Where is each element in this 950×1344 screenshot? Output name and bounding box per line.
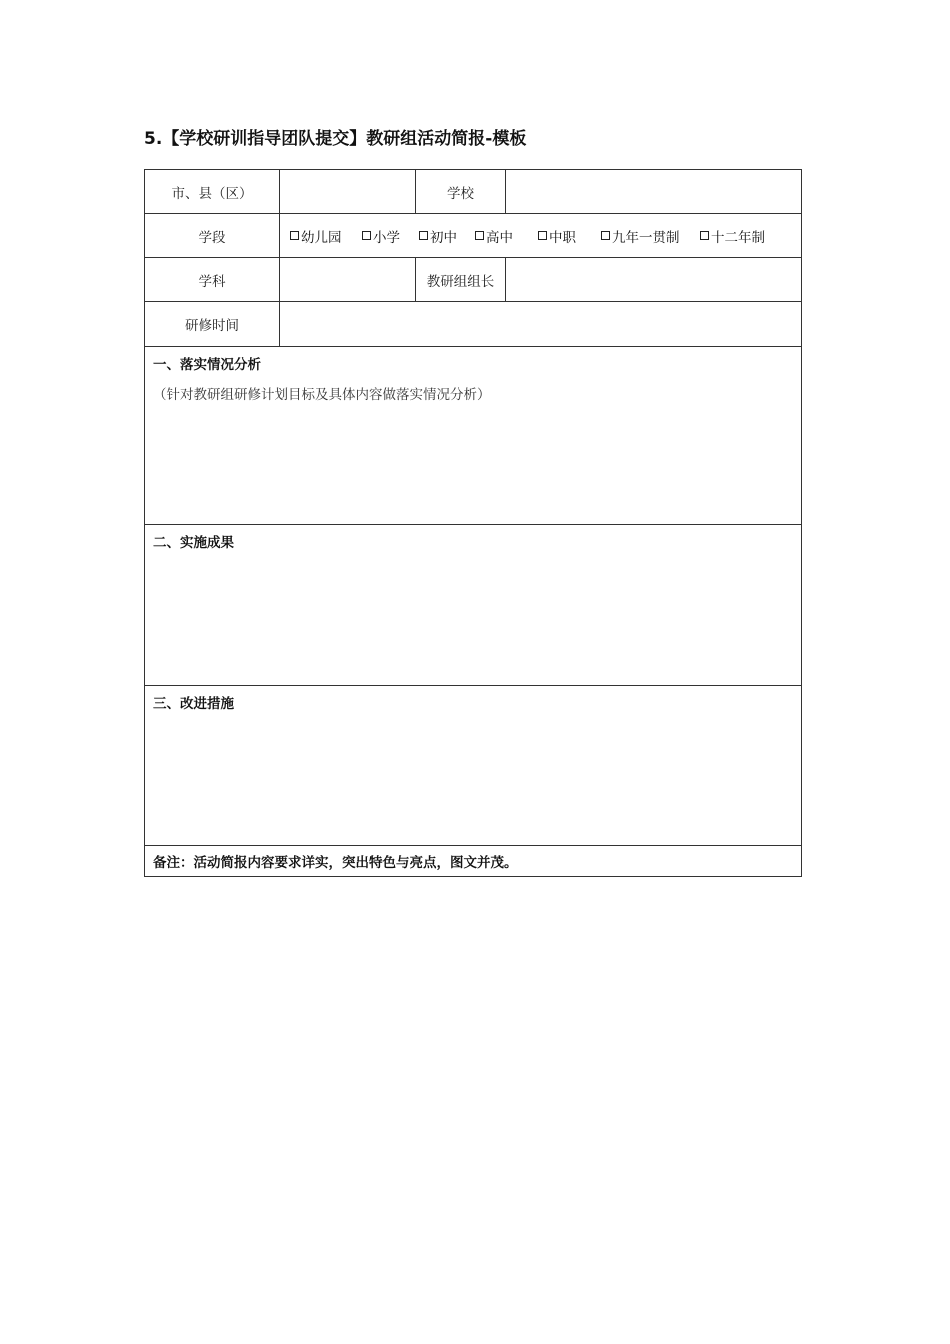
activity-report-form: [144, 169, 802, 877]
stage-option-senior-high[interactable]: [475, 226, 538, 246]
stage-option-vocational[interactable]: [538, 226, 601, 246]
improvement-heading: 三、改进措施: [153, 696, 234, 712]
checkbox-icon[interactable]: [419, 231, 428, 240]
checkbox-icon[interactable]: [700, 231, 709, 240]
leader-field[interactable]: [506, 258, 802, 302]
stage-option-primary[interactable]: [362, 226, 419, 246]
school-field[interactable]: [506, 170, 802, 214]
option-label: 十二年制: [711, 229, 765, 246]
option-label: 中职: [549, 229, 576, 246]
city-label: 市、县（区）: [145, 170, 280, 214]
checkbox-icon[interactable]: [601, 231, 610, 240]
checkbox-icon[interactable]: [475, 231, 484, 240]
stage-label: 学段: [145, 214, 280, 258]
results-section[interactable]: [145, 525, 802, 686]
document-title: 5.【学校研训指导团队提交】教研组活动简报-模板: [144, 129, 527, 149]
option-label: 幼儿园: [301, 229, 342, 246]
option-label: 小学: [373, 229, 400, 246]
time-label: 研修时间: [145, 302, 280, 347]
subject-label: 学科: [145, 258, 280, 302]
city-field[interactable]: [280, 170, 416, 214]
stage-options: [280, 214, 802, 258]
results-heading: 二、实施成果: [153, 535, 234, 551]
checkbox-icon[interactable]: [538, 231, 547, 240]
stage-option-junior-high[interactable]: [419, 226, 475, 246]
option-label: 初中: [430, 229, 457, 246]
stage-option-twelve-year[interactable]: [700, 226, 765, 246]
analysis-heading: 一、落实情况分析: [153, 357, 261, 373]
time-field[interactable]: [280, 302, 802, 347]
checkbox-icon[interactable]: [290, 231, 299, 240]
checkbox-icon[interactable]: [362, 231, 371, 240]
analysis-section[interactable]: [145, 347, 802, 525]
remark-note: 备注：活动简报内容要求详实，突出特色与亮点，图文并茂。: [145, 846, 802, 877]
stage-option-nine-year[interactable]: [601, 226, 700, 246]
analysis-hint: （针对教研组研修计划目标及具体内容做落实情况分析）: [153, 387, 491, 403]
stage-option-kindergarten[interactable]: [290, 226, 362, 246]
school-label: 学校: [416, 170, 506, 214]
option-label: 高中: [486, 229, 513, 246]
subject-field[interactable]: [280, 258, 416, 302]
improvement-section[interactable]: [145, 686, 802, 846]
option-label: 九年一贯制: [612, 229, 680, 246]
leader-label: 教研组组长: [416, 258, 506, 302]
